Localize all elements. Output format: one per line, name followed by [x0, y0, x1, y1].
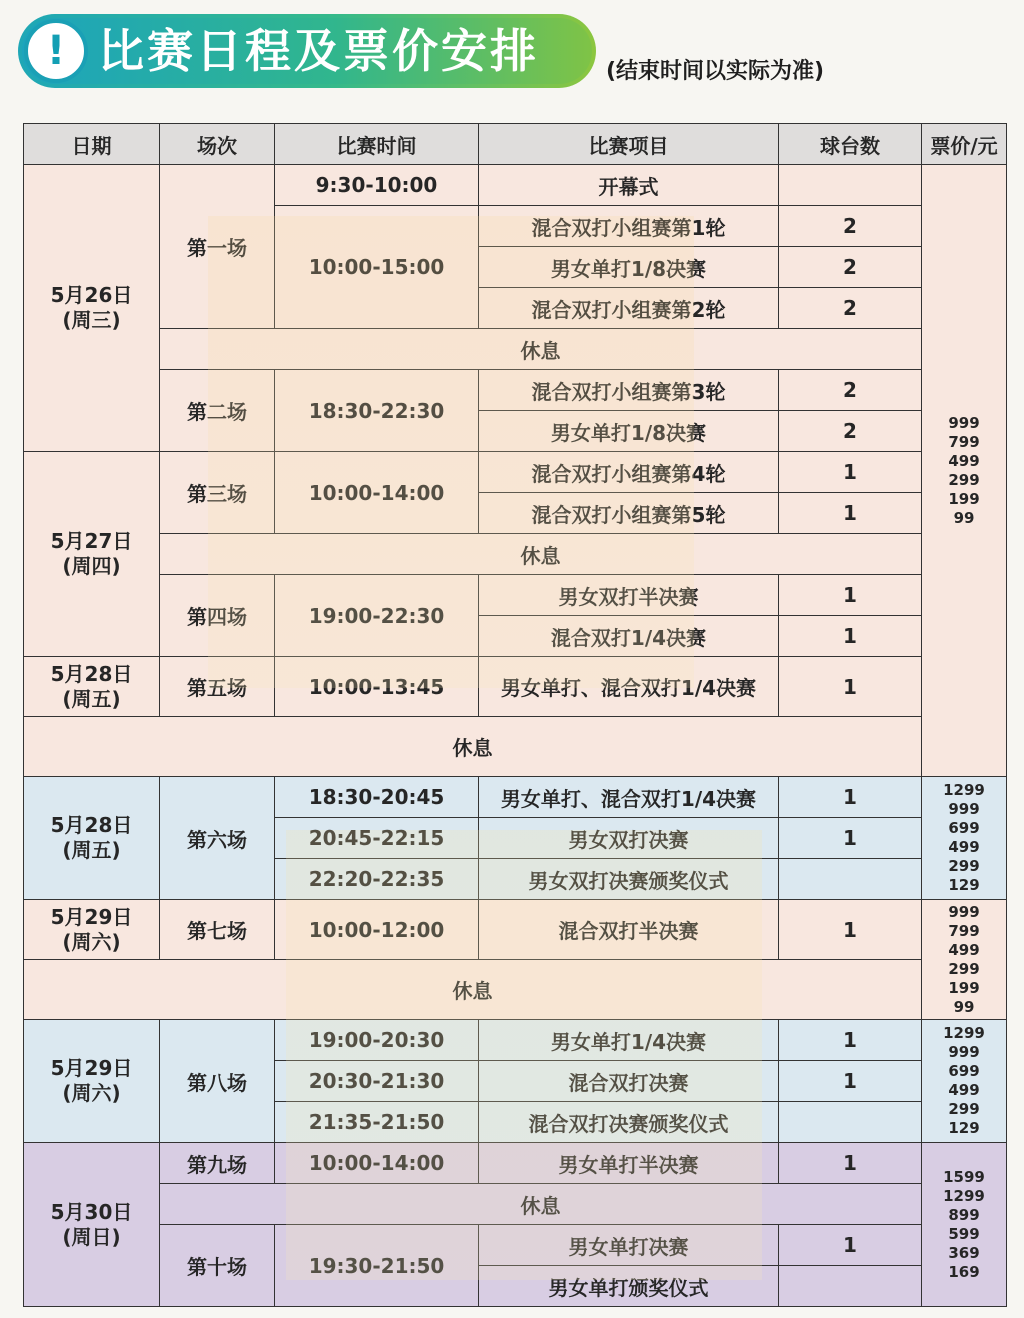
tables-cell: [779, 1102, 922, 1143]
price-value: 499: [948, 838, 980, 856]
time-cell: 10:00-12:00: [275, 900, 479, 960]
table-row: [24, 900, 1007, 960]
date-label: 5月28日: [50, 661, 133, 686]
price-value: 999: [948, 413, 980, 432]
price-value: 169: [948, 1262, 980, 1281]
price-value: 599: [948, 1224, 980, 1243]
col-tables: 球台数: [779, 124, 922, 165]
tables-cell: 1: [779, 657, 922, 717]
table-row: [24, 452, 1007, 493]
price-value: 999: [948, 800, 980, 818]
session-cell: 第四场: [160, 575, 275, 657]
event-cell: 男女单打决赛: [479, 1225, 779, 1266]
date-cell: [24, 1020, 160, 1143]
price-value: 999: [948, 1043, 980, 1061]
tables-cell: 2: [779, 206, 922, 247]
event-cell: 混合双打半决赛: [479, 900, 779, 960]
rest-cell: 休息: [160, 329, 922, 370]
tables-cell: 1: [779, 1143, 922, 1184]
session-cell: 第八场: [160, 1020, 275, 1143]
price-value: 499: [948, 940, 980, 959]
table-row: [24, 1020, 1007, 1061]
date-label: 5月29日: [50, 1056, 133, 1080]
event-cell: 混合双打小组赛第5轮: [479, 493, 779, 534]
tables-cell: 1: [779, 493, 922, 534]
time-cell: 10:00-14:00: [275, 452, 479, 534]
col-price: 票价/元: [922, 124, 1007, 165]
price-cell: [922, 1020, 1007, 1143]
tables-cell: 1: [779, 1061, 922, 1102]
time-cell: 9:30-10:00: [275, 165, 479, 206]
col-event: 比赛项目: [479, 124, 779, 165]
price-value: 199: [948, 489, 980, 508]
event-cell: 男女双打决赛: [479, 818, 779, 859]
weekday-label: (周日): [62, 1224, 121, 1249]
session-cell: 第九场: [160, 1143, 275, 1184]
event-cell: 男女单打颁奖仪式: [479, 1266, 779, 1307]
schedule-table: [23, 123, 1007, 1307]
price-value: 499: [948, 451, 980, 470]
page-title: 比赛日程及票价安排: [98, 24, 539, 78]
col-session: 场次: [160, 124, 275, 165]
table-row: [24, 370, 1007, 411]
price-value: 1599: [943, 1167, 985, 1186]
time-cell: 10:00-13:45: [275, 657, 479, 717]
rest-cell: 休息: [160, 534, 922, 575]
event-cell: 男女双打决赛颁奖仪式: [479, 859, 779, 900]
rest-cell: 休息: [160, 1184, 922, 1225]
event-cell: 混合双打小组赛第4轮: [479, 452, 779, 493]
tables-cell: 1: [779, 777, 922, 818]
event-cell: 男女单打、混合双打1/4决赛: [479, 657, 779, 717]
time-cell: 20:30-21:30: [275, 1061, 479, 1102]
date-cell: [24, 657, 160, 717]
weekday-label: (周五): [62, 686, 121, 711]
price-value: 799: [948, 432, 980, 451]
price-value: 999: [948, 902, 980, 921]
price-value: 499: [948, 1081, 980, 1099]
time-cell: 19:00-22:30: [275, 575, 479, 657]
price-value: 369: [948, 1243, 980, 1262]
date-cell: [24, 165, 160, 452]
price-value: 1299: [943, 1186, 985, 1205]
date-label: 5月26日: [50, 283, 133, 307]
price-value: 299: [948, 1100, 980, 1118]
col-date: 日期: [24, 124, 160, 165]
time-cell: 19:00-20:30: [275, 1020, 479, 1061]
time-cell: 22:20-22:35: [275, 859, 479, 900]
price-cell: [922, 777, 1007, 900]
price-cell: [922, 165, 1007, 777]
price-list: [922, 1168, 1006, 1282]
event-cell: 混合双打小组赛第2轮: [479, 288, 779, 329]
exclamation-icon: !: [46, 28, 66, 74]
event-cell: 男女单打半决赛: [479, 1143, 779, 1184]
tables-cell: 1: [779, 818, 922, 859]
table-header-row: [24, 124, 1007, 165]
tables-cell: [779, 859, 922, 900]
date-label: 5月29日: [50, 904, 133, 929]
alert-badge: [24, 19, 88, 83]
price-value: 129: [948, 876, 980, 894]
price-value: 1299: [943, 1024, 985, 1042]
event-cell: 男女单打、混合双打1/4决赛: [479, 777, 779, 818]
session-cell: 第六场: [160, 777, 275, 900]
date-cell: [24, 777, 160, 900]
price-value: 99: [953, 997, 975, 1016]
time-cell: 20:45-22:15: [275, 818, 479, 859]
table-row: [24, 1225, 1007, 1266]
event-cell: 混合双打决赛: [479, 1061, 779, 1102]
col-time: 比赛时间: [275, 124, 479, 165]
tables-cell: 2: [779, 247, 922, 288]
event-cell: 男女单打1/8决赛: [479, 411, 779, 452]
price-value: 299: [948, 959, 980, 978]
session-cell: 第三场: [160, 452, 275, 534]
event-cell: 混合双打小组赛第3轮: [479, 370, 779, 411]
tables-cell: 1: [779, 452, 922, 493]
tables-cell: 1: [779, 616, 922, 657]
price-value: 799: [948, 921, 980, 940]
price-value: 699: [948, 1062, 980, 1080]
table-row: [24, 165, 1007, 206]
price-list: [922, 781, 1006, 895]
rest-cell: 休息: [24, 717, 922, 777]
tables-cell: 1: [779, 900, 922, 960]
session-cell: 第七场: [160, 900, 275, 960]
rest-row: [24, 1184, 1007, 1225]
weekday-label: (周三): [62, 308, 121, 332]
event-cell: 混合双打1/4决赛: [479, 616, 779, 657]
date-cell: [24, 900, 160, 960]
price-value: 899: [948, 1205, 980, 1224]
price-cell: [922, 900, 1007, 1020]
tables-cell: 2: [779, 411, 922, 452]
session-cell: 第五场: [160, 657, 275, 717]
date-label: 5月30日: [50, 1199, 133, 1224]
time-cell: 21:35-21:50: [275, 1102, 479, 1143]
event-cell: 混合双打小组赛第1轮: [479, 206, 779, 247]
weekday-label: (周六): [62, 929, 121, 954]
price-list: [922, 414, 1006, 528]
tables-cell: 1: [779, 575, 922, 616]
rest-cell: 休息: [24, 960, 922, 1020]
table-row: [24, 575, 1007, 616]
rest-row: [24, 960, 1007, 1020]
time-cell: 18:30-22:30: [275, 370, 479, 452]
weekday-label: (周六): [62, 1081, 121, 1105]
tables-cell: [779, 165, 922, 206]
price-cell: [922, 1143, 1007, 1307]
event-cell: 男女双打半决赛: [479, 575, 779, 616]
rest-row: [24, 534, 1007, 575]
price-value: 299: [948, 857, 980, 875]
date-cell: [24, 1143, 160, 1307]
event-cell: 混合双打决赛颁奖仪式: [479, 1102, 779, 1143]
page-subtitle: (结束时间以实际为准): [606, 59, 825, 84]
date-cell: [24, 452, 160, 657]
price-value: 199: [948, 978, 980, 997]
time-cell: 10:00-15:00: [275, 206, 479, 329]
price-value: 99: [953, 508, 975, 527]
event-cell: 男女单打1/8决赛: [479, 247, 779, 288]
price-list: [922, 1024, 1006, 1138]
event-cell: 开幕式: [479, 165, 779, 206]
date-label: 5月27日: [50, 529, 133, 553]
tables-cell: 1: [779, 1020, 922, 1061]
session-cell: 第一场: [160, 165, 275, 329]
weekday-label: (周四): [62, 554, 121, 578]
rest-row: [24, 717, 1007, 777]
time-cell: 18:30-20:45: [275, 777, 479, 818]
time-cell: 19:30-21:50: [275, 1225, 479, 1307]
table-row: [24, 1143, 1007, 1184]
tables-cell: 2: [779, 288, 922, 329]
event-cell: 男女单打1/4决赛: [479, 1020, 779, 1061]
price-list: [922, 903, 1006, 1017]
date-label: 5月28日: [50, 813, 133, 837]
session-cell: 第十场: [160, 1225, 275, 1307]
session-cell: 第二场: [160, 370, 275, 452]
table-row: [24, 777, 1007, 818]
time-cell: 10:00-14:00: [275, 1143, 479, 1184]
price-value: 299: [948, 470, 980, 489]
price-value: 129: [948, 1119, 980, 1137]
table-row: [24, 657, 1007, 717]
tables-cell: 2: [779, 370, 922, 411]
tables-cell: 1: [779, 1225, 922, 1266]
rest-row: [24, 329, 1007, 370]
tables-cell: [779, 1266, 922, 1307]
price-value: 1299: [943, 781, 985, 799]
weekday-label: (周五): [62, 838, 121, 862]
price-value: 699: [948, 819, 980, 837]
